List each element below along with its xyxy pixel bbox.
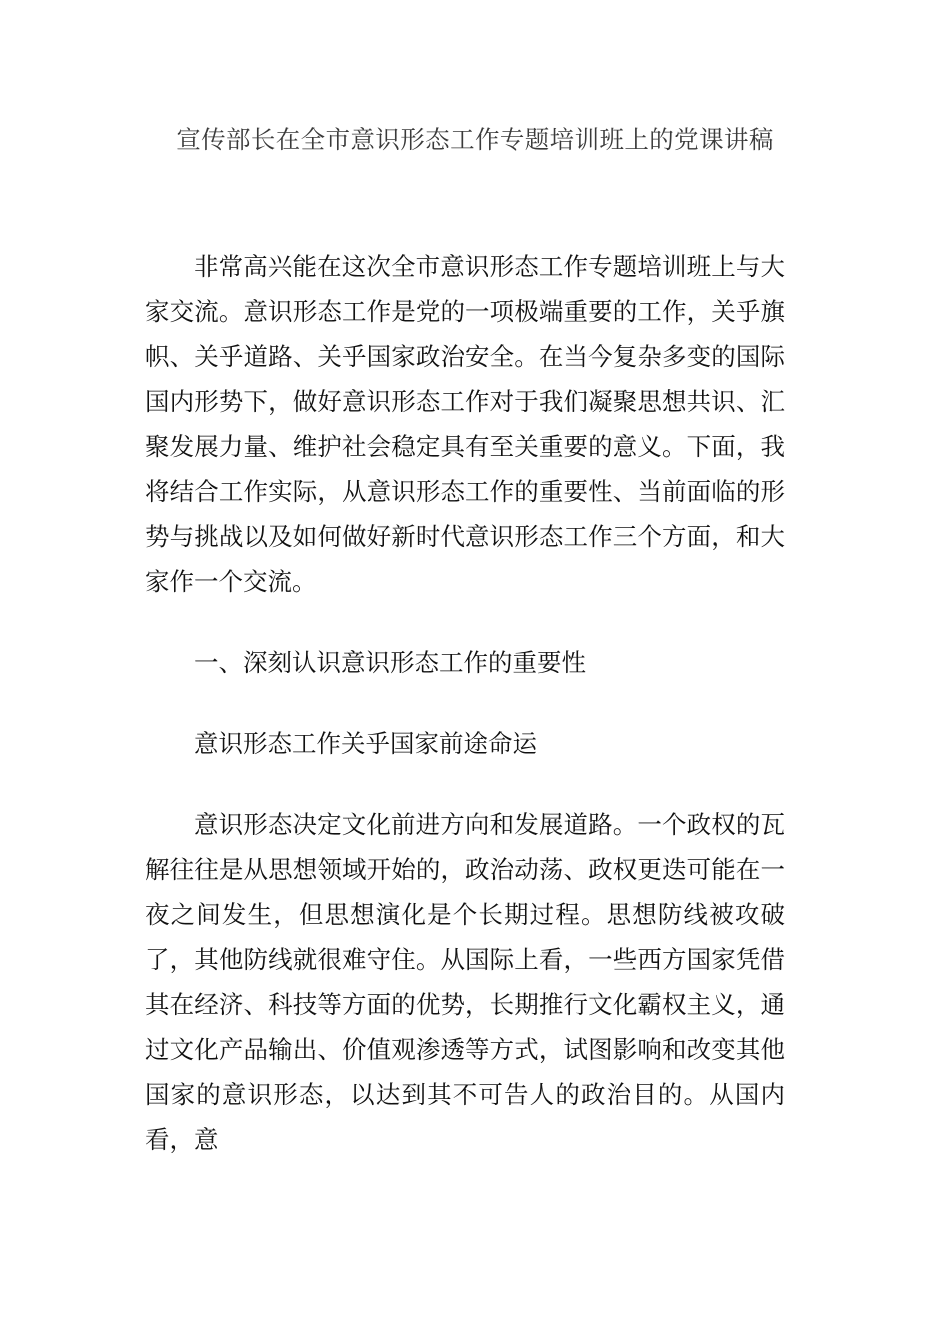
paragraph-spacer [145, 604, 785, 640]
document-title: 宣传部长在全市意识形态工作专题培训班上的党课讲稿 [176, 125, 774, 154]
section-heading: 一、深刻认识意识形态工作的重要性 [194, 648, 586, 677]
intro-paragraph: 非常高兴能在这次全市意识形态工作专题培训班上与大家交流。意识形态工作是党的一项极端重要的工作，关乎旗帜、关乎道路、关乎国家政治安全。在当今复杂多变的国际国内形势下，做好意识形态工作对于我们凝聚思想共识、汇聚发展力量、维护社会稳定具有至关重要的意义。下面，我将结合工作实际，从意识形态工作的重要性、当前面临的形势与挑战以及如何做好新时代意识形态工作三个方面，和大家作一个交流。 [145, 252, 785, 596]
document-body [145, 244, 785, 1162]
paragraph-spacer [145, 685, 785, 721]
body-paragraph: 意识形态决定文化前进方向和发展道路。一个政权的瓦解往往是从思想领域开始的，政治动荡、政权更迭可能在一夜之间发生，但思想演化是个长期过程。思想防线被攻破了，其他防线就很难守住。从国际上看，一些西方国家凭借其在经济、科技等方面的优势，长期推行文化霸权主义，通过文化产品输出、价值观渗透等方式，试图影响和改变其他国家的意识形态，以达到其不可告人的政治目的。从国内看，意 [145, 810, 785, 1154]
paragraph-spacer [145, 766, 785, 802]
subsection-heading: 意识形态工作关乎国家前途命运 [194, 729, 537, 758]
